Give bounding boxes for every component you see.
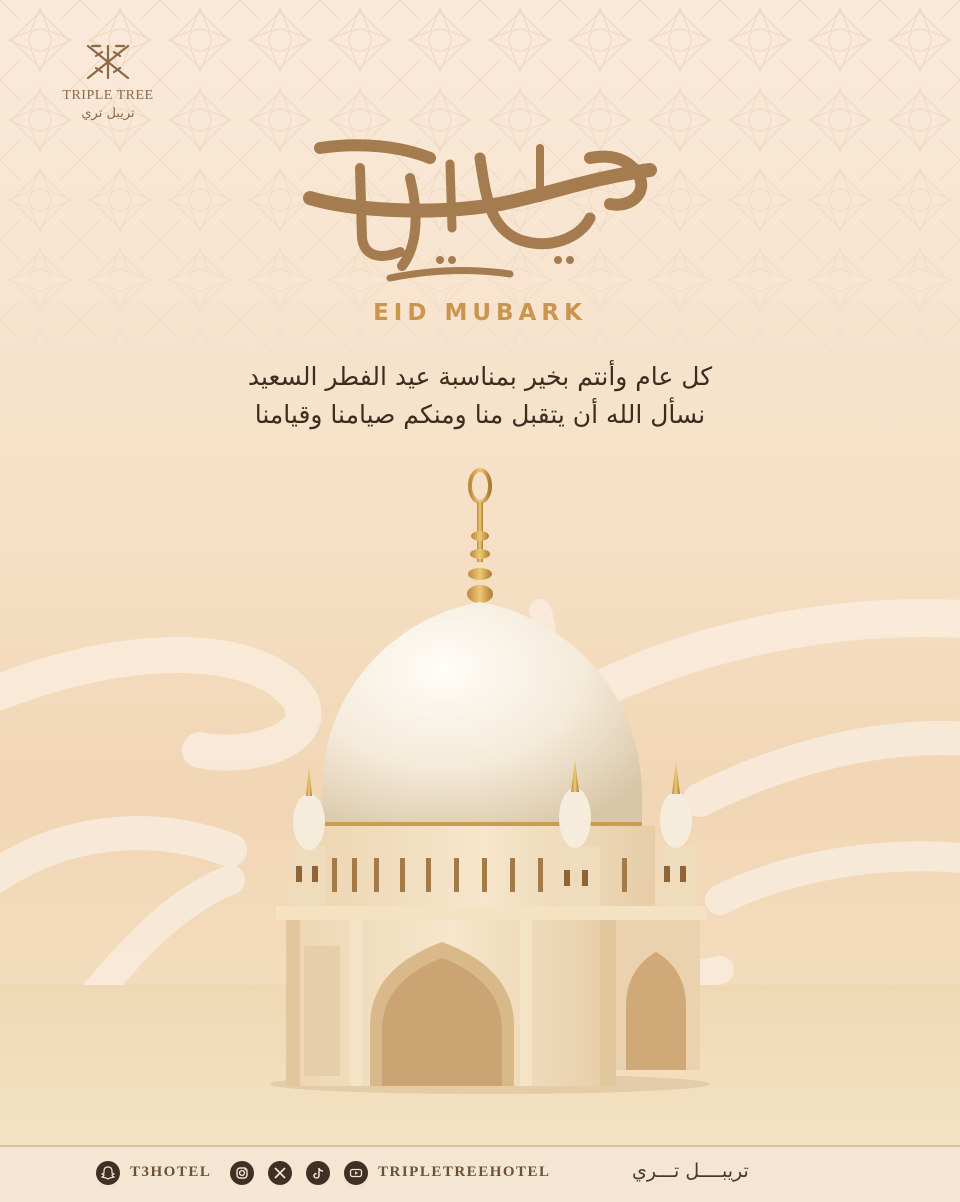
greeting-line-2: نسأل الله أن يتقبل منا ومنكم صيامنا وقيامنا (254, 400, 706, 429)
mosque-illustration (270, 466, 710, 1096)
instagram-icon[interactable] (230, 1161, 254, 1185)
x-icon[interactable] (268, 1161, 292, 1185)
footer-bar (0, 1145, 960, 1202)
greeting-text (0, 358, 960, 434)
brand-name-en: TRIPLE TREE (62, 88, 154, 103)
youtube-icon[interactable] (344, 1161, 368, 1185)
snapchat-icon[interactable] (96, 1161, 120, 1185)
eid-calligraphy-artwork (290, 128, 670, 288)
snapchat-handle[interactable]: T3HOTEL (130, 1164, 212, 1180)
greeting-line-1: كل عام وأنتم بخير بمناسبة عيد الفطر السعيد (247, 362, 713, 391)
social-handle[interactable]: TRIPLETREEHOTEL (378, 1164, 551, 1180)
brand-logo (52, 42, 164, 121)
footer-brand-ar: تريبــــل تـــري (632, 1160, 749, 1182)
tiktok-icon[interactable] (306, 1161, 330, 1185)
eid-mubark-title: EID MUBARK (373, 300, 587, 326)
brand-name-ar: تريبل تري (81, 106, 135, 121)
triple-tree-logo-icon (82, 42, 134, 82)
